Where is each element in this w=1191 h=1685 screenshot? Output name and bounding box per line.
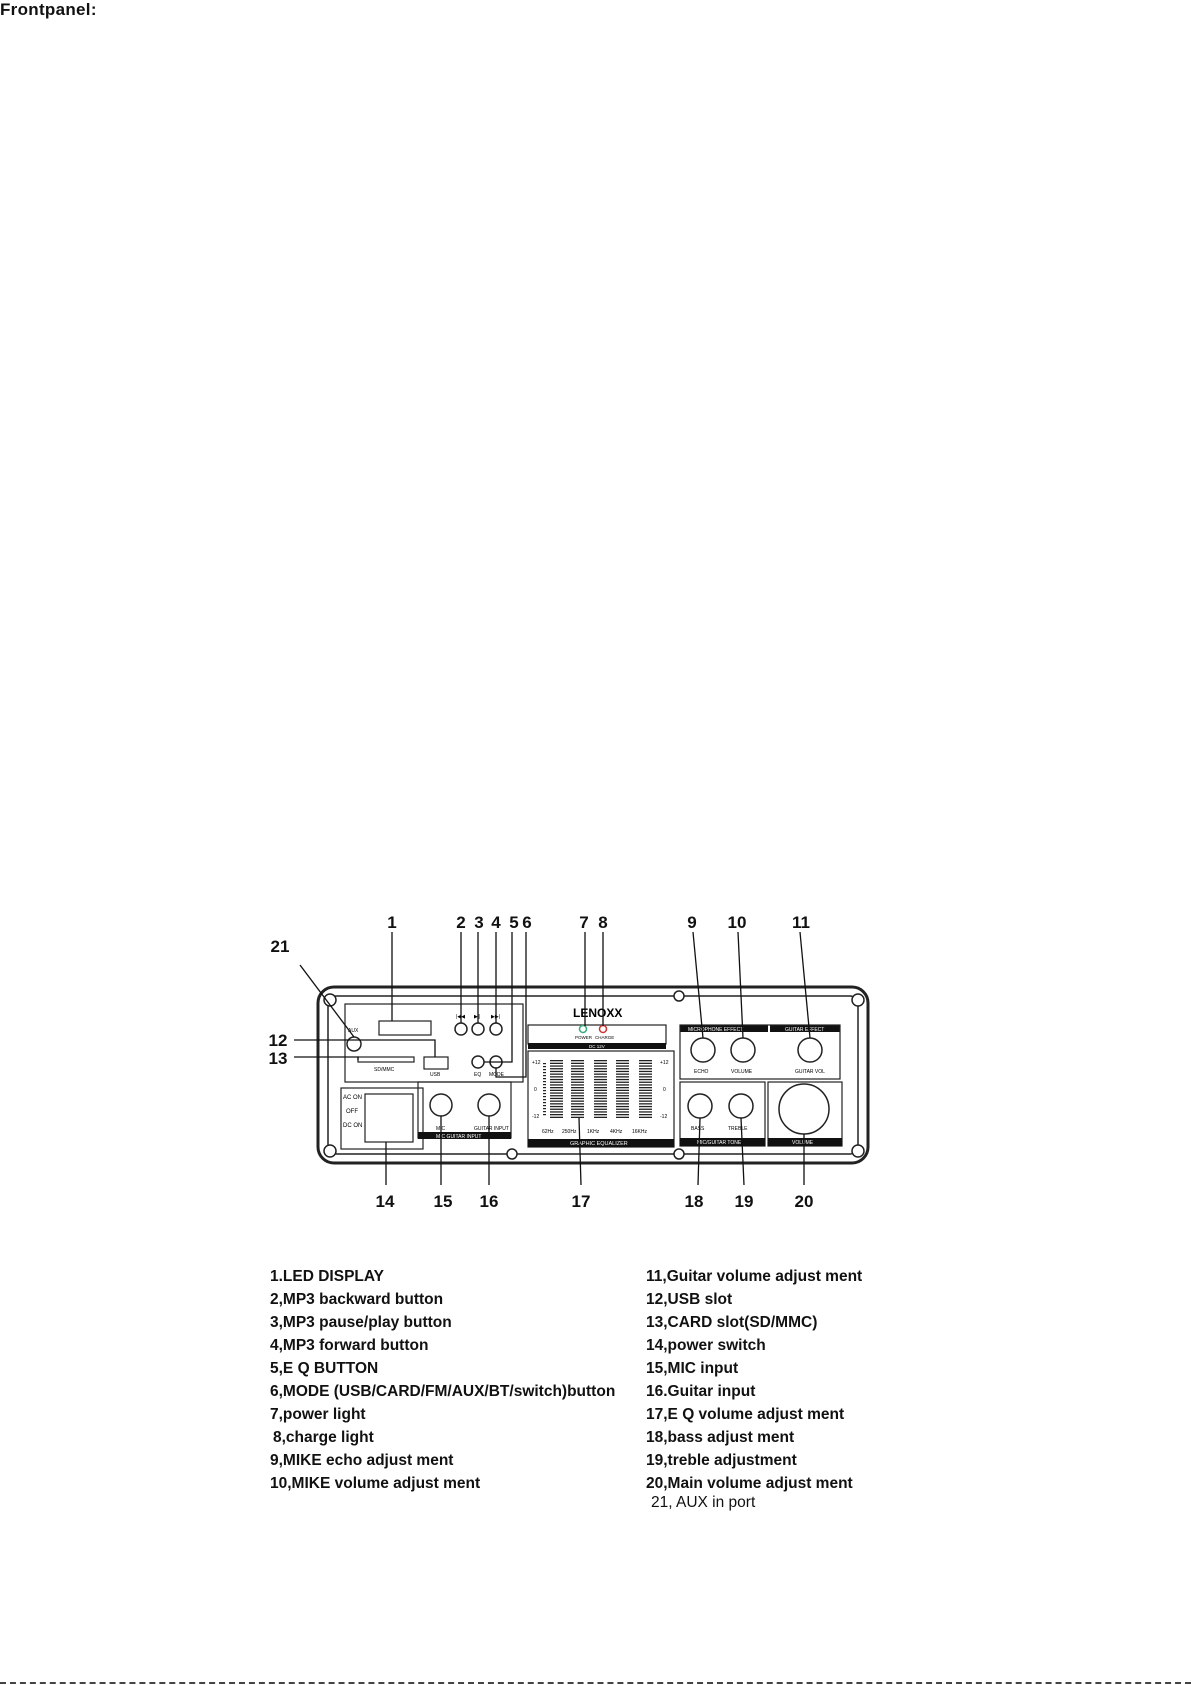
- eq-slider-stripe: [550, 1082, 563, 1083]
- power-switch[interactable]: [365, 1094, 413, 1142]
- eq-slider-stripe: [616, 1063, 629, 1064]
- eq-scale-tick: [543, 1081, 546, 1082]
- eq-slider-stripe: [639, 1111, 652, 1112]
- legend-item-12: 12,USB slot: [646, 1291, 733, 1308]
- callout-9: 9: [687, 913, 697, 932]
- eq-slider-stripe: [550, 1109, 563, 1110]
- callout-2: 2: [456, 913, 466, 932]
- eq-slider-stripe: [616, 1098, 629, 1099]
- eq-slider-stripe: [594, 1068, 607, 1069]
- switch-label-dc: DC ON: [343, 1123, 363, 1129]
- eq-slider-stripe: [571, 1076, 584, 1077]
- callout-16: 16: [479, 1192, 499, 1211]
- eq-slider-stripe: [550, 1068, 563, 1069]
- eq-slider-stripe: [571, 1109, 584, 1110]
- eq-scale-tick: [543, 1099, 546, 1100]
- eq-slider-stripe: [594, 1103, 607, 1104]
- eq-freq-62: 62Hz: [542, 1129, 554, 1135]
- eq-slider-stripe: [639, 1079, 652, 1080]
- mic-label: MIC: [436, 1126, 446, 1132]
- callout-12: 12: [268, 1031, 288, 1050]
- eq-slider-stripe: [550, 1076, 563, 1077]
- legend-item-16: 16.Guitar input: [646, 1383, 756, 1400]
- eq-slider-stripe: [594, 1114, 607, 1115]
- callout-1: 1: [387, 913, 397, 932]
- eq-slider-stripe: [594, 1109, 607, 1110]
- callout-11: 11: [792, 913, 810, 932]
- power-light: [580, 1026, 587, 1033]
- eq-scale-tick: [543, 1096, 546, 1097]
- eq-slider-stripe: [616, 1111, 629, 1112]
- charge-light: [600, 1026, 607, 1033]
- eq-scale-tick: [543, 1084, 546, 1085]
- play-pause-icon: ▶||: [474, 1014, 481, 1020]
- mic-input-jack[interactable]: [430, 1094, 452, 1116]
- eq-slider-stripe: [639, 1087, 652, 1088]
- legend-item-6: 6,MODE (USB/CARD/FM/AUX/BT/switch)button: [270, 1383, 616, 1400]
- eq-slider-stripe: [616, 1084, 629, 1085]
- eq-slider-stripe: [550, 1092, 563, 1093]
- eq-banner: GRAPHIC EQUALIZER: [570, 1141, 628, 1147]
- eq-slider-stripe: [616, 1114, 629, 1115]
- eq-scale-bot-right: -12: [660, 1114, 668, 1120]
- legend-item-2: 2,MP3 backward button: [270, 1291, 444, 1308]
- led-display: [379, 1021, 431, 1035]
- eq-scale-tick: [543, 1090, 546, 1091]
- eq-slider-stripe: [594, 1117, 607, 1118]
- treble-knob[interactable]: [729, 1094, 753, 1118]
- eq-scale-bot-left: -12: [532, 1114, 540, 1120]
- eq-slider-stripe: [616, 1074, 629, 1075]
- callout-19: 19: [734, 1192, 754, 1211]
- eq-slider-stripe: [616, 1068, 629, 1069]
- eq-slider-stripe: [639, 1106, 652, 1107]
- eq-slider-stripe: [639, 1071, 652, 1072]
- eq-slider-stripe: [594, 1063, 607, 1064]
- guitar-vol-label: GUITAR VOL: [795, 1069, 825, 1075]
- legend-item-20: 20,Main volume adjust ment: [646, 1475, 853, 1492]
- eq-slider-stripe: [616, 1082, 629, 1083]
- eq-slider-stripe: [571, 1117, 584, 1118]
- callout-numbers: [269, 913, 814, 1211]
- eq-scale-top-right: +12: [660, 1060, 669, 1066]
- callout-21: 21: [270, 937, 290, 956]
- mp3-forward-button[interactable]: [490, 1023, 502, 1035]
- legend-item-1: 1.LED DISPLAY: [270, 1268, 384, 1285]
- eq-slider-stripe: [550, 1074, 563, 1075]
- eq-slider-stripe: [550, 1090, 563, 1091]
- eq-slider-stripe: [550, 1060, 563, 1061]
- eq-slider-stripe: [639, 1098, 652, 1099]
- next-icon: ▶▶|: [491, 1014, 500, 1020]
- eq-freq-1k: 1KHz: [587, 1129, 600, 1135]
- callout-7: 7: [579, 913, 589, 932]
- mic-effect-banner: MICROPHONE EFFECT: [688, 1027, 744, 1033]
- eq-slider-stripe: [571, 1098, 584, 1099]
- sd-label: SD/MMC: [374, 1067, 395, 1073]
- eq-slider-stripe: [594, 1076, 607, 1077]
- legend-item-13: 13,CARD slot(SD/MMC): [646, 1314, 818, 1331]
- mode-button-label: MODE: [489, 1072, 504, 1078]
- bass-label: BASS: [691, 1126, 705, 1132]
- eq-scale-mid-right: 0: [663, 1087, 666, 1093]
- eq-slider-stripe: [594, 1092, 607, 1093]
- input-banner: MIC GUITAR INPUT: [436, 1134, 482, 1140]
- eq-slider-stripe: [639, 1074, 652, 1075]
- eq-slider-stripe: [639, 1114, 652, 1115]
- callout-6: 6: [522, 913, 532, 932]
- charge-light-label: CHARGE: [595, 1035, 615, 1040]
- eq-slider-stripe: [616, 1090, 629, 1091]
- eq-slider-stripe: [550, 1065, 563, 1066]
- eq-slider-stripe: [594, 1087, 607, 1088]
- eq-slider-stripe: [550, 1087, 563, 1088]
- legend-item-17: 17,E Q volume adjust ment: [646, 1406, 845, 1423]
- eq-slider-stripe: [594, 1095, 607, 1096]
- echo-label: ECHO: [694, 1069, 709, 1075]
- eq-scale-tick: [543, 1087, 546, 1088]
- eq-slider-stripe: [571, 1087, 584, 1088]
- eq-freq-16k: 16KHz: [632, 1129, 648, 1135]
- eq-scale-tick: [543, 1114, 546, 1115]
- eq-slider-stripe: [639, 1090, 652, 1091]
- eq-slider-stripe: [616, 1117, 629, 1118]
- eq-slider-stripe: [616, 1071, 629, 1072]
- eq-slider-stripe: [594, 1082, 607, 1083]
- eq-slider-stripe: [594, 1101, 607, 1102]
- eq-slider-stripe: [639, 1117, 652, 1118]
- eq-slider-stripe: [571, 1079, 584, 1080]
- eq-slider-stripe: [616, 1095, 629, 1096]
- eq-slider-stripe: [571, 1111, 584, 1112]
- eq-slider-stripe: [594, 1111, 607, 1112]
- eq-slider-stripe: [571, 1063, 584, 1064]
- eq-slider-stripe: [594, 1074, 607, 1075]
- eq-slider-stripe: [639, 1084, 652, 1085]
- legend-item-9: 9,MIKE echo adjust ment: [270, 1452, 454, 1469]
- switch-label-off: OFF: [346, 1109, 358, 1115]
- eq-slider-stripe: [616, 1087, 629, 1088]
- legend-item-11: 11,Guitar volume adjust ment: [646, 1268, 863, 1285]
- legend-item-14: 14,power switch: [646, 1337, 766, 1354]
- eq-slider-stripe: [550, 1114, 563, 1115]
- eq-slider-stripe: [639, 1076, 652, 1077]
- eq-slider-stripe: [594, 1084, 607, 1085]
- treble-label: TREBLE: [728, 1126, 748, 1132]
- callout-8: 8: [598, 913, 608, 932]
- callout-14: 14: [375, 1192, 395, 1211]
- eq-slider-stripe: [571, 1071, 584, 1072]
- callout-4: 4: [491, 913, 501, 932]
- eq-slider-stripe: [639, 1101, 652, 1102]
- eq-slider-stripe: [639, 1103, 652, 1104]
- eq-scale-mid-left: 0: [534, 1087, 537, 1093]
- eq-slider-stripe: [550, 1111, 563, 1112]
- eq-slider-stripe: [639, 1065, 652, 1066]
- eq-slider-stripe: [594, 1065, 607, 1066]
- eq-freq-4k: 4KHz: [610, 1129, 623, 1135]
- eq-scale-tick: [543, 1093, 546, 1094]
- eq-slider-stripe: [550, 1117, 563, 1118]
- eq-slider-stripe: [594, 1106, 607, 1107]
- eq-slider-stripe: [616, 1076, 629, 1077]
- eq-slider-stripe: [550, 1084, 563, 1085]
- prev-icon: |◀◀: [456, 1014, 465, 1020]
- eq-slider-stripe: [616, 1079, 629, 1080]
- callout-18: 18: [684, 1192, 704, 1211]
- usb-slot[interactable]: [424, 1057, 448, 1069]
- eq-slider-stripe: [594, 1079, 607, 1080]
- eq-slider-stripe: [550, 1106, 563, 1107]
- eq-slider-stripe: [594, 1090, 607, 1091]
- eq-button[interactable]: [472, 1056, 484, 1068]
- eq-slider-stripe: [571, 1090, 584, 1091]
- eq-slider-stripe: [571, 1106, 584, 1107]
- bass-knob[interactable]: [688, 1094, 712, 1118]
- eq-slider-stripe: [571, 1095, 584, 1096]
- eq-slider-stripe: [594, 1098, 607, 1099]
- section-title: Frontpanel:: [0, 0, 97, 19]
- eq-scale-top-left: +12: [532, 1060, 541, 1066]
- eq-slider-stripe: [571, 1084, 584, 1085]
- eq-slider-stripe: [639, 1092, 652, 1093]
- eq-scale-tick: [543, 1069, 546, 1070]
- legend-item-7: 7,power light: [270, 1406, 366, 1423]
- eq-scale-tick: [543, 1066, 546, 1067]
- eq-slider-stripe: [616, 1103, 629, 1104]
- brand-logo: LENOXX: [573, 1006, 623, 1020]
- legend-item-18: 18,bass adjust ment: [646, 1429, 795, 1446]
- legend-item-21: 21, AUX in port: [651, 1494, 756, 1511]
- eq-slider-stripe: [571, 1092, 584, 1093]
- legend-item-5: 5,E Q BUTTON: [270, 1360, 379, 1377]
- callout-3: 3: [474, 913, 484, 932]
- eq-slider-stripe: [550, 1071, 563, 1072]
- eq-slider-stripe: [594, 1060, 607, 1061]
- eq-sliders: [543, 1060, 652, 1118]
- eq-slider-stripe: [550, 1079, 563, 1080]
- guitar-input-jack[interactable]: [478, 1094, 500, 1116]
- echo-knob[interactable]: [691, 1038, 715, 1062]
- legend-item-4: 4,MP3 forward button: [270, 1337, 429, 1354]
- eq-scale-tick: [543, 1078, 546, 1079]
- aux-label: AUX: [348, 1028, 359, 1034]
- eq-slider-stripe: [571, 1060, 584, 1061]
- dc-banner: DC 12V: [589, 1044, 605, 1049]
- eq-slider-stripe: [616, 1109, 629, 1110]
- mp3-play-pause-button[interactable]: [472, 1023, 484, 1035]
- eq-slider-stripe: [616, 1060, 629, 1061]
- eq-scale-tick: [543, 1108, 546, 1109]
- sd-card-slot[interactable]: [358, 1057, 414, 1062]
- page-bottom-rule: [0, 1682, 1191, 1684]
- eq-scale-tick: [543, 1063, 546, 1064]
- eq-scale-tick: [543, 1111, 546, 1112]
- eq-slider-stripe: [639, 1095, 652, 1096]
- eq-scale-tick: [543, 1072, 546, 1073]
- eq-slider-stripe: [639, 1068, 652, 1069]
- mp3-backward-button[interactable]: [455, 1023, 467, 1035]
- eq-slider-stripe: [639, 1063, 652, 1064]
- callout-15: 15: [433, 1192, 453, 1211]
- eq-slider-stripe: [571, 1103, 584, 1104]
- eq-slider-stripe: [550, 1101, 563, 1102]
- eq-slider-stripe: [639, 1109, 652, 1110]
- eq-slider-stripe: [571, 1082, 584, 1083]
- callout-10: 10: [727, 913, 747, 932]
- callout-17: 17: [571, 1192, 591, 1211]
- legend-item-8: 8,charge light: [273, 1429, 374, 1446]
- eq-freq-250: 250Hz: [562, 1129, 577, 1135]
- mic-volume-label: VOLUME: [731, 1069, 753, 1075]
- mic-volume-knob[interactable]: [731, 1038, 755, 1062]
- eq-slider-stripe: [550, 1063, 563, 1064]
- eq-slider-stripe: [594, 1071, 607, 1072]
- power-light-label: POWER: [575, 1035, 593, 1040]
- eq-slider-stripe: [616, 1092, 629, 1093]
- legend-item-19: 19,treble adjustment: [646, 1452, 797, 1469]
- legend-item-3: 3,MP3 pause/play button: [270, 1314, 452, 1331]
- eq-slider-stripe: [550, 1098, 563, 1099]
- eq-slider-stripe: [571, 1065, 584, 1066]
- eq-slider-stripe: [571, 1101, 584, 1102]
- eq-scale-tick: [543, 1102, 546, 1103]
- eq-scale-tick: [543, 1105, 546, 1106]
- eq-slider-stripe: [616, 1101, 629, 1102]
- eq-slider-stripe: [550, 1103, 563, 1104]
- guitar-effect-banner: GUITAR EFFECT: [785, 1027, 825, 1033]
- eq-slider-stripe: [639, 1082, 652, 1083]
- callout-13: 13: [268, 1049, 288, 1068]
- switch-label-ac: AC ON: [343, 1095, 363, 1101]
- eq-slider-stripe: [571, 1114, 584, 1115]
- tone-banner: MIC/GUITAR TONE: [697, 1140, 742, 1146]
- legend-item-10: 10,MIKE volume adjust ment: [270, 1475, 481, 1492]
- guitar-input-label: GUITAR INPUT: [474, 1126, 509, 1132]
- eq-slider-stripe: [639, 1060, 652, 1061]
- eq-slider-stripe: [616, 1065, 629, 1066]
- main-volume-label: VOLUME: [792, 1140, 814, 1146]
- eq-slider-stripe: [550, 1095, 563, 1096]
- main-volume-knob[interactable]: [779, 1084, 829, 1134]
- guitar-volume-knob[interactable]: [798, 1038, 822, 1062]
- usb-label: USB: [430, 1072, 441, 1078]
- callout-5: 5: [509, 913, 519, 932]
- eq-button-label: EQ: [474, 1072, 482, 1078]
- callout-20: 20: [794, 1192, 814, 1211]
- eq-scale-tick: [543, 1075, 546, 1076]
- eq-slider-stripe: [571, 1074, 584, 1075]
- legend-item-15: 15,MIC input: [646, 1360, 739, 1377]
- eq-slider-stripe: [616, 1106, 629, 1107]
- aux-jack[interactable]: [347, 1037, 361, 1051]
- eq-slider-stripe: [571, 1068, 584, 1069]
